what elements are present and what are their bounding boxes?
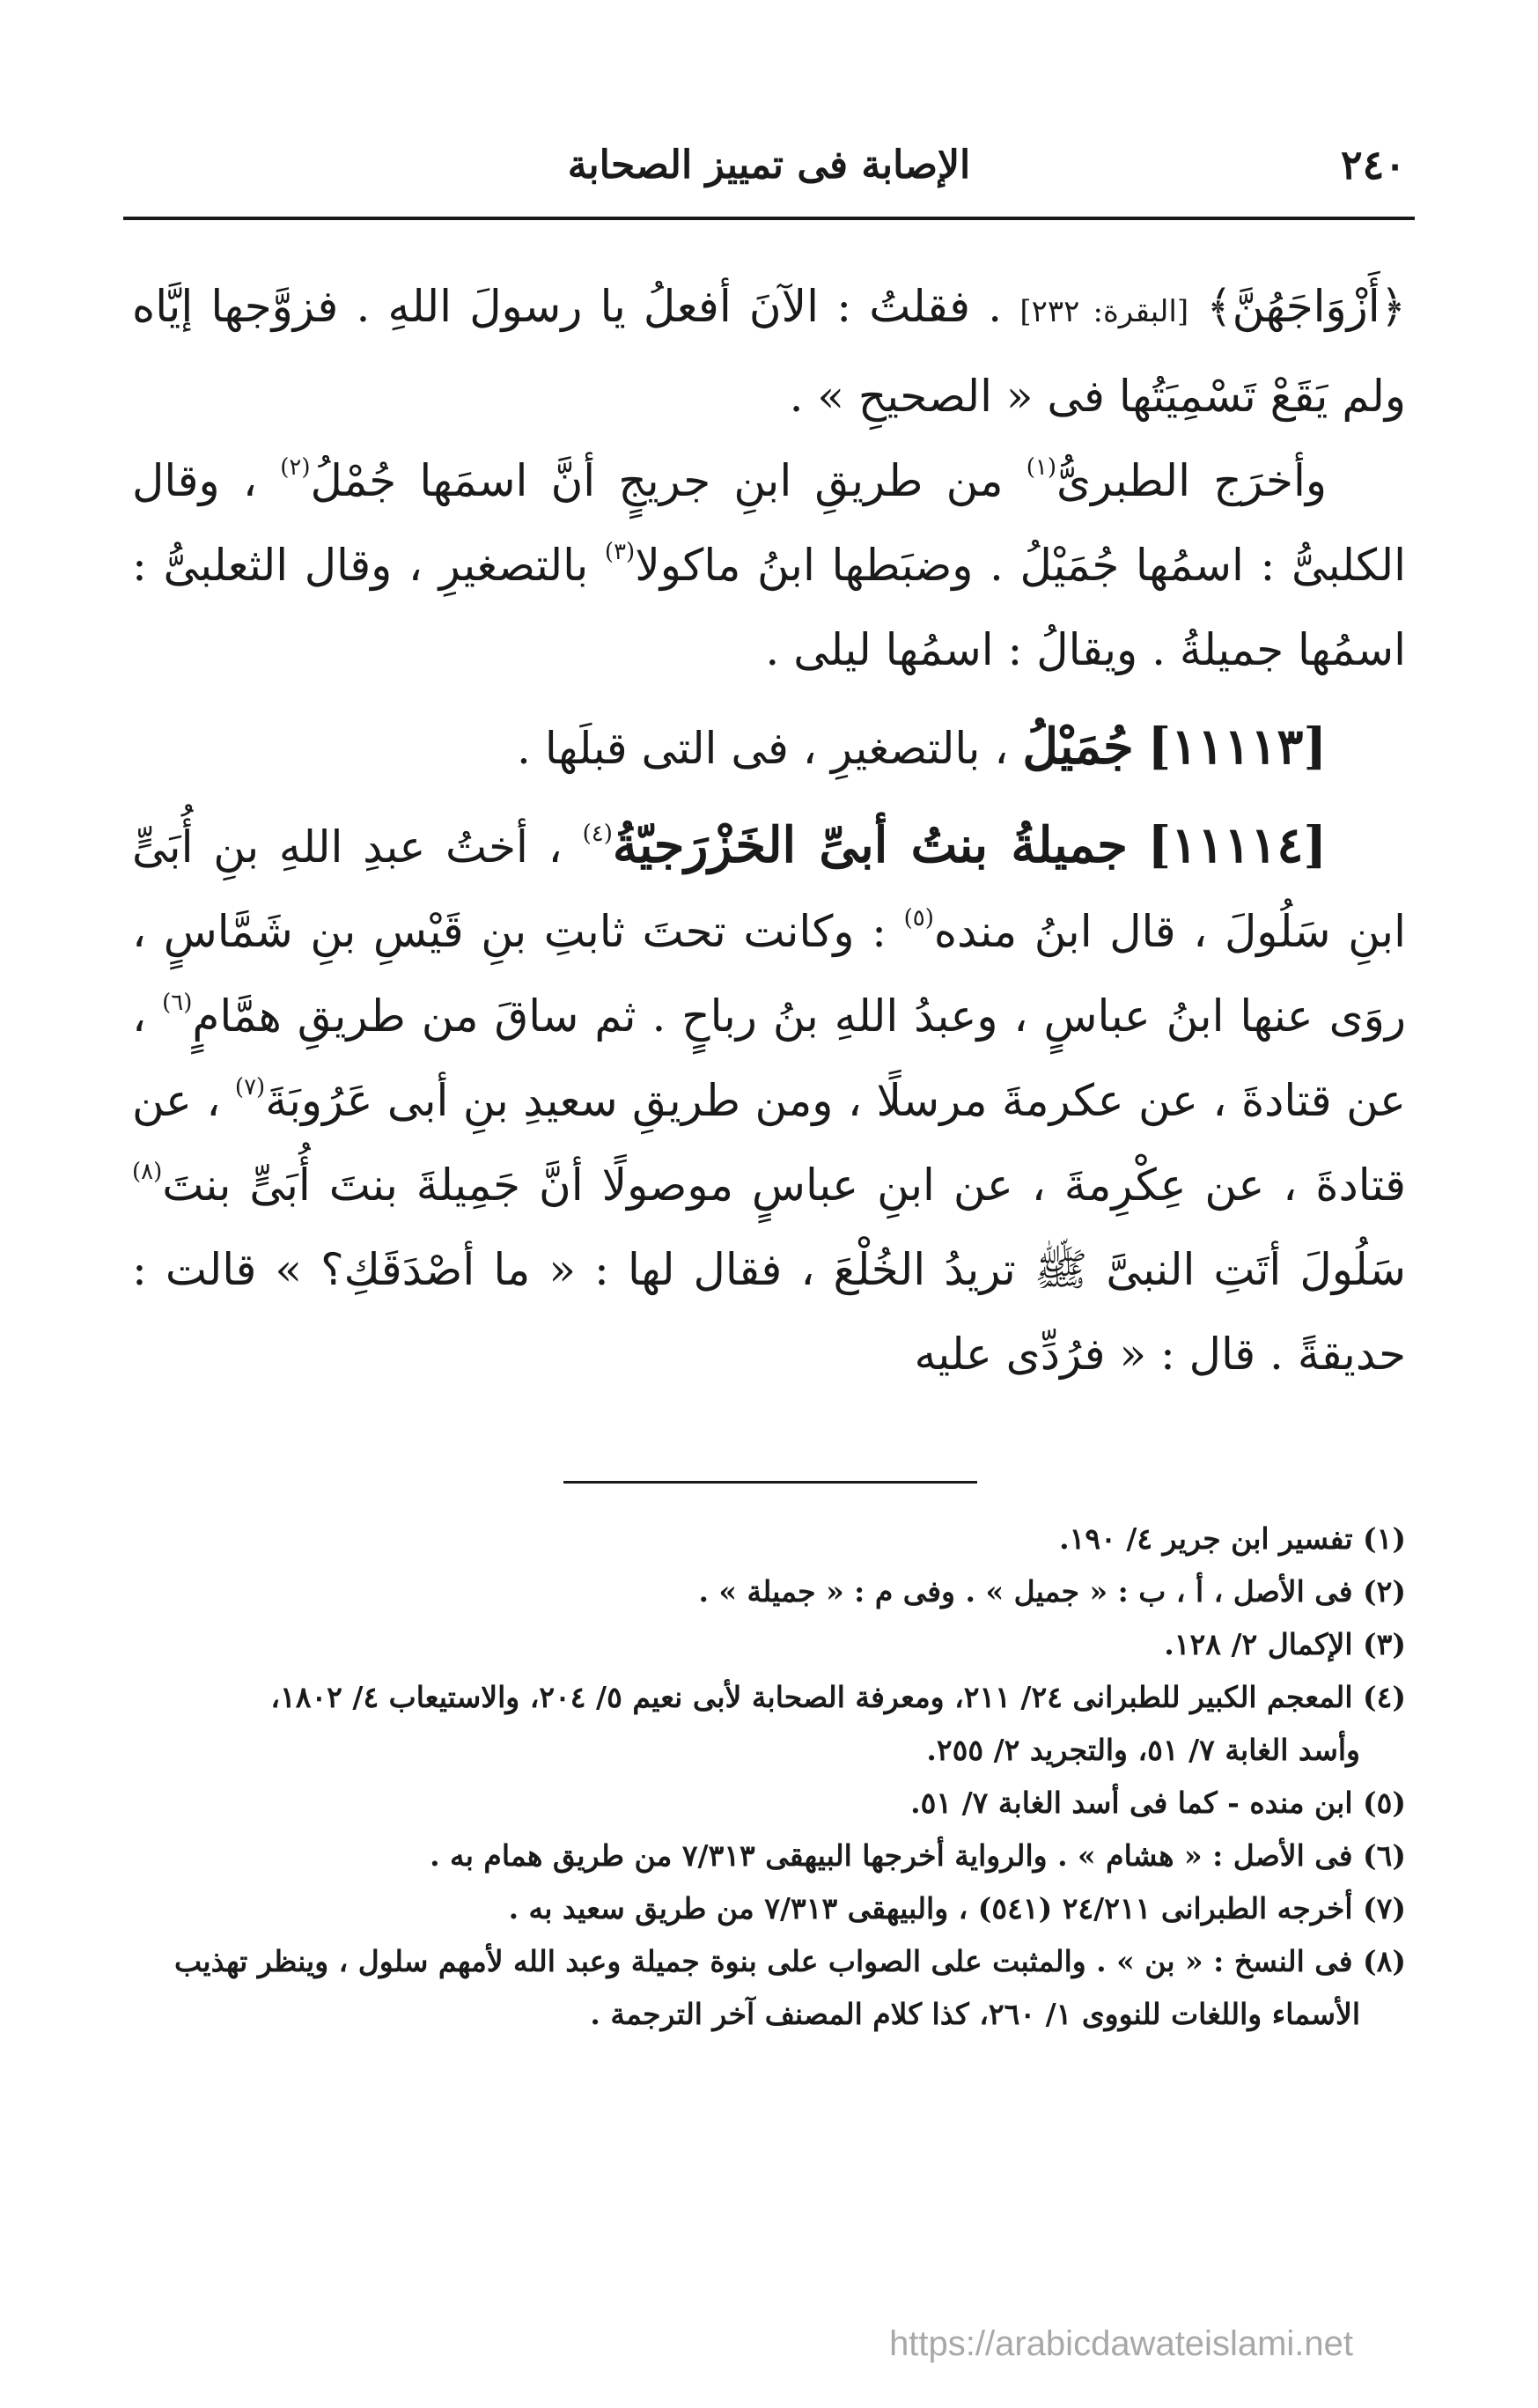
- paragraph-text: وأخرَج الطبرىُّ: [1056, 455, 1328, 506]
- entry-name: جميلةُ بنتُ أبىِّ الخَزْرَجيّةُ: [612, 816, 1128, 874]
- entry-text: سَلُولَ أتَتِ النبىَّ ﷺ تريدُ الخُلْعَ ، فقال لها : « ما أصْدَقَكِ؟ » قالت : حديقةً . قال : « فرُدِّى عليه: [132, 1244, 1406, 1380]
- footnote-ref-7: (٧): [234, 1074, 266, 1101]
- footnote-4: (٤) المعجم الكبير للطبرانى ٢٤/ ٢١١، ومعرفة الصحابة لأبى نعيم ٥/ ٢٠٤، والاستيعاب ٤/ ١٨٠٢،: [270, 1680, 1406, 1714]
- footnote-ref-5: (٥): [903, 905, 934, 932]
- entry-text: ، أختُ عبدِ اللهِ بنِ أُبَىٍّ ابنِ سَلُولَ ، قال ابنُ منده: [132, 821, 1406, 957]
- paragraph-text: . فقلتُ : الآنَ أفعلُ يا رسولَ اللهِ . فزوَّجها إيَّاه ولم يَقَعْ تَسْمِيَتُها فى « الصحيحِ » .: [132, 281, 1406, 422]
- paragraph-tabari: [132, 438, 1406, 692]
- footnote-1: (١) تفسير ابن جرير ٤/ ١٩٠.: [1059, 1521, 1406, 1556]
- entry-11113: [132, 704, 1406, 791]
- header-rule: [123, 217, 1415, 220]
- entry-name: جُمَيْلُ: [1022, 718, 1134, 776]
- footnote-ref-8: (٨): [132, 1159, 163, 1185]
- footnotes: [132, 1513, 1406, 2041]
- main-text: [132, 264, 1406, 1396]
- footnote-4-continued: وأسد الغابة ٧/ ٥١، والتجريد ٢/ ٢٥٥.: [926, 1733, 1360, 1767]
- footnote-ref-1: (١): [1026, 454, 1057, 481]
- source-watermark: https://arabicdawateislami.net: [889, 2324, 1353, 2363]
- footnote-ref-4: (٤): [582, 821, 613, 847]
- footnote-ref-3: (٣): [604, 539, 636, 565]
- entry-11114: [132, 803, 1406, 1396]
- paragraph-text: من طريقِ ابنِ جريجٍ أنَّ اسمَها جُمْلُ: [310, 455, 1027, 506]
- quran-reference: [البقرة: ٢٣٢]: [1019, 294, 1189, 329]
- footnote-separator: [563, 1481, 977, 1484]
- entry-text: ، عن قتادةَ ، عن عكرمةَ مرسلًا ، ومن طريقِ سعيدِ بنِ أبى عَرُوبَةَ: [132, 990, 1406, 1126]
- entry-text: ، بالتصغيرِ ، فى التى قبلَها .: [517, 723, 1023, 774]
- footnote-3: (٣) الإكمال ٢/ ١٢٨.: [1164, 1627, 1406, 1661]
- footnote-5: (٥) ابن منده - كما فى أسد الغابة ٧/ ٥١.: [910, 1786, 1406, 1820]
- entry-number: [١١١١٤]: [1147, 816, 1327, 874]
- entry-text: : وكانت تحتَ ثابتِ بنِ قَيْسِ بنِ شَمَّاسٍ ، روَى عنها ابنُ عباسٍ ، وعبدُ اللهِ بنُ رباحٍ . ثم ساقَ من طريقِ همَّامٍ: [132, 906, 1407, 1042]
- quran-quote: ﴿أَزْوَاجَهُنَّ﴾: [1206, 281, 1406, 332]
- running-title: الإصابة فى تمييز الصحابة: [567, 143, 971, 188]
- entry-number: [١١١١٣]: [1147, 718, 1327, 776]
- footnote-ref-2: (٢): [280, 454, 311, 481]
- paragraph-text: ، وقال الكلبىُّ : اسمُها جُمَيْلُ . وضبَطها ابنُ ماكولا: [132, 455, 1407, 591]
- footnote-8-continued: الأسماء واللغات للنووى ١/ ٢٦٠، كذا كلام المصنف آخر الترجمة .: [590, 1997, 1360, 2031]
- footnote-7: (٧) أخرجه الطبرانى ٢٤/٢١١ (٥٤١) ، والبيهقى ٧/٣١٣ من طريق سعيد به .: [508, 1891, 1406, 1926]
- paragraph-text: بالتصغيرِ ، وقال الثعلبىُّ : اسمُها جميلةُ . ويقالُ : اسمُها ليلى .: [132, 540, 1406, 675]
- footnote-6: (٦) فى الأصل : « هشام » . والرواية أخرجها البيهقى ٧/٣١٣ من طريق همام به .: [430, 1838, 1406, 1873]
- page-header: [132, 132, 1406, 194]
- footnote-8: (٨) فى النسخ : « بن » . والمثبت على الصواب على بنوة جميلة وعبد الله لأمهم سلول ، وينظر تهذيب: [174, 1944, 1406, 1978]
- footnote-2: (٢) فى الأصل ، أ ، ب : « جميل » . وفى م : « جميلة » .: [698, 1574, 1406, 1609]
- footnote-ref-6: (٦): [162, 990, 193, 1016]
- paragraph-quran-continuation: [132, 264, 1406, 438]
- entry-text: ، عن قتادةَ ، عن عِكْرِمةَ ، عن ابنِ عباسٍ موصولًا أنَّ جَمِيلةَ بنتَ أُبَىٍّ بنتَ: [132, 1075, 1406, 1211]
- page-number: ٢٤٠: [1340, 141, 1406, 188]
